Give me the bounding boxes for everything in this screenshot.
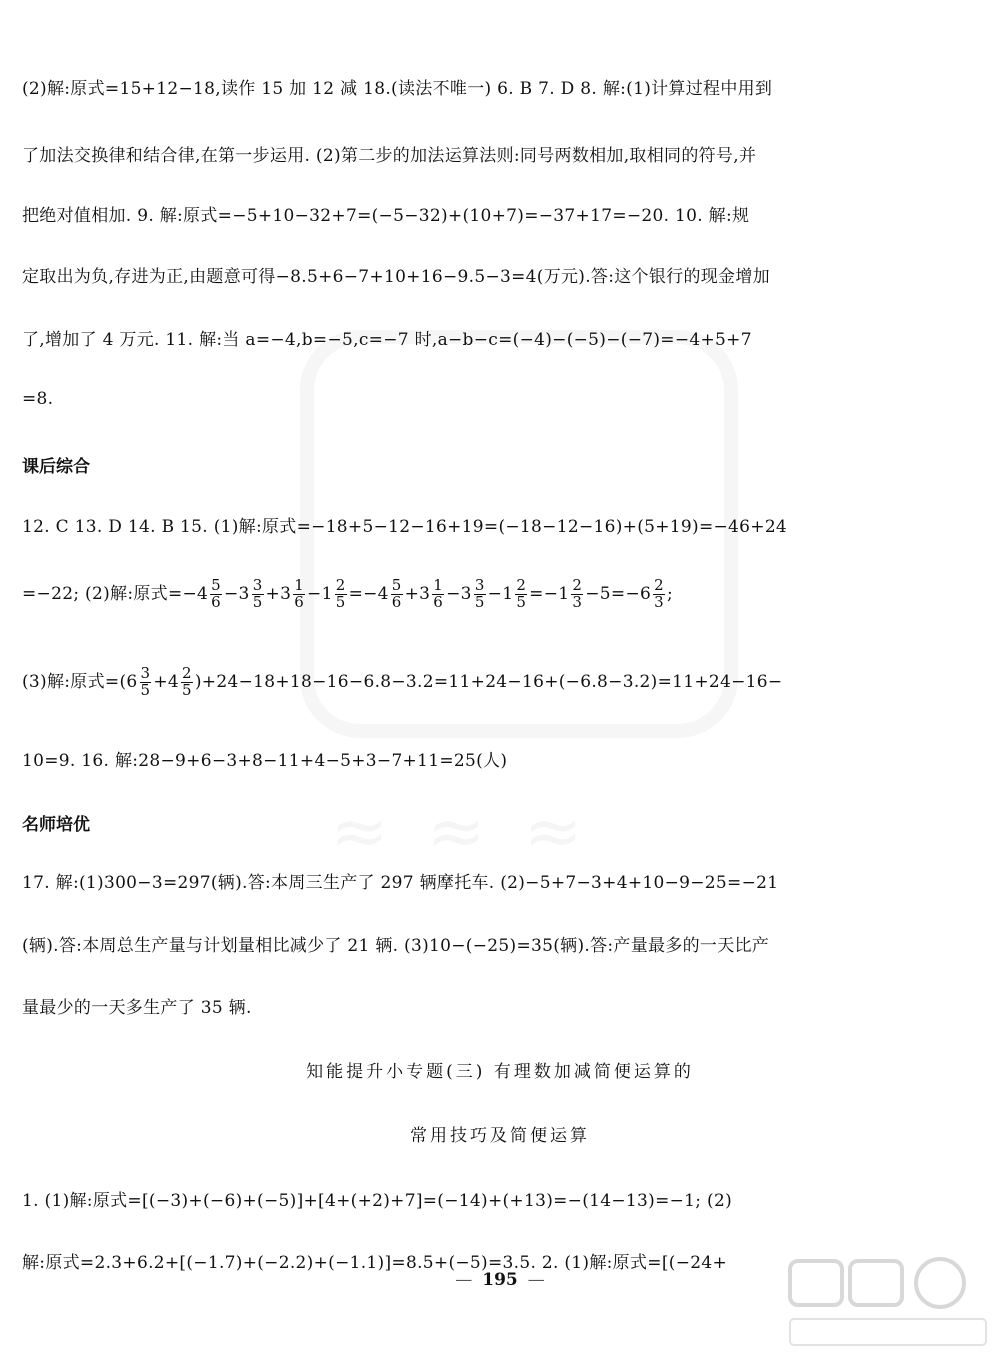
line9-prefix: (3)解:原式=(6 — [22, 671, 138, 692]
fraction: $\frac{2}{5}$ — [182, 666, 192, 699]
line8-term: −1 — [487, 583, 514, 604]
page-number-value: 195 — [482, 1270, 518, 1290]
topic-title-line-2: 常用技巧及简便运算 — [410, 1126, 590, 1146]
topic-title-line-1: 知能提升小专题(三) 有理数加减简便运算的 — [306, 1062, 694, 1082]
answer-line-8 — [22, 578, 982, 611]
section-heading-teacher: 名师培优 — [22, 815, 90, 835]
line8-term: +3 — [265, 583, 292, 604]
fraction: $\frac{1}{6}$ — [294, 578, 305, 611]
line8-term: =−1 — [529, 583, 570, 604]
fraction: $\frac{2}{5}$ — [335, 578, 346, 611]
fraction: $\frac{2}{3}$ — [572, 578, 583, 611]
line9-term: +4 — [153, 671, 180, 692]
answer-line-5: 了,增加了 4 万元. 11. 解:当 a=−4,b=−5,c=−7 时,a−b−c=(−4)−(−5)−(−7)=−4+5+7 — [22, 330, 752, 350]
line8-prefix: =−22; (2)解:原式=−4 — [22, 583, 209, 604]
line9-suffix: )+24−18+18−16−6.8−3.2=11+24−16+(−6.8−3.2)=11+24−16− — [194, 671, 783, 692]
answer-line-15: 解:原式=2.3+6.2+[(−1.7)+(−2.2)+(−1.1)]=8.5+(−5)=3.5. 2. (1)解:原式=[(−24+ — [22, 1253, 728, 1273]
answer-line-7: 12. C 13. D 14. B 15. (1)解:原式=−18+5−12−16+19=(−18−12−16)+(5+19)=−46+24 — [22, 517, 788, 537]
answer-line-9 — [22, 666, 982, 699]
line8-term: −3 — [446, 583, 472, 604]
fraction: $\frac{3}{5}$ — [252, 578, 263, 611]
page-dash-right-icon: — — [527, 1270, 545, 1290]
background-watermark-text — [330, 790, 590, 872]
answer-line-12: (辆).答:本周总生产量与计划量相比减少了 21 辆. (3)10−(−25)=35(辆).答:产量最多的一天比产 — [22, 936, 770, 956]
answer-line-1: (2)解:原式=15+12−18,读作 15 加 12 减 18.(读法不唯一) 6. B 7. D 8. 解:(1)计算过程中用到 — [22, 79, 773, 99]
answer-line-3: 把绝对值相加. 9. 解:原式=−5+10−32+7=(−5−32)+(10+7)=−37+17=−20. 10. 解:规 — [22, 206, 750, 226]
fraction: $\frac{5}{6}$ — [211, 578, 222, 611]
fraction: $\frac{3}{5}$ — [140, 666, 151, 699]
answer-line-2: 了加法交换律和结合律,在第一步运用. (2)第二步的加法运算法则:同号两数相加,取相同的符号,并 — [22, 146, 757, 166]
line8-term: −5=−6 — [585, 583, 652, 604]
line8-suffix: ; — [666, 583, 673, 604]
line8-term: +3 — [404, 583, 431, 604]
page-dash-left-icon: — — [455, 1270, 473, 1290]
watermark-logo-icon — [782, 1253, 992, 1353]
line8-term: −1 — [307, 583, 333, 604]
section-heading-after-class: 课后综合 — [22, 457, 90, 477]
fraction: $\frac{5}{6}$ — [391, 578, 402, 611]
answer-line-6: =8. — [22, 389, 54, 409]
fraction: $\frac{2}{5}$ — [516, 578, 527, 611]
answer-line-4: 定取出为负,存进为正,由题意可得−8.5+6−7+10+16−9.5−3=4(万元).答:这个银行的现金增加 — [22, 267, 770, 287]
fraction: $\frac{2}{3}$ — [654, 578, 664, 611]
answer-line-10: 10=9. 16. 解:28−9+6−3+8−11+4−5+3−7+11=25(人) — [22, 751, 508, 771]
line8-term: −3 — [224, 583, 250, 604]
line8-term: =−4 — [348, 583, 389, 604]
answer-line-13: 量最少的一天多生产了 35 辆. — [22, 998, 252, 1018]
answer-line-11: 17. 解:(1)300−3=297(辆).答:本周三生产了 297 辆摩托车. (2)−5+7−3+4+10−9−25=−21 — [22, 873, 779, 893]
fraction: $\frac{3}{5}$ — [474, 578, 485, 611]
answer-line-14: 1. (1)解:原式=[(−3)+(−6)+(−5)]+[4+(+2)+7]=(−14)+(+13)=−(14−13)=−1; (2) — [22, 1191, 733, 1211]
fraction: $\frac{1}{6}$ — [433, 578, 444, 611]
